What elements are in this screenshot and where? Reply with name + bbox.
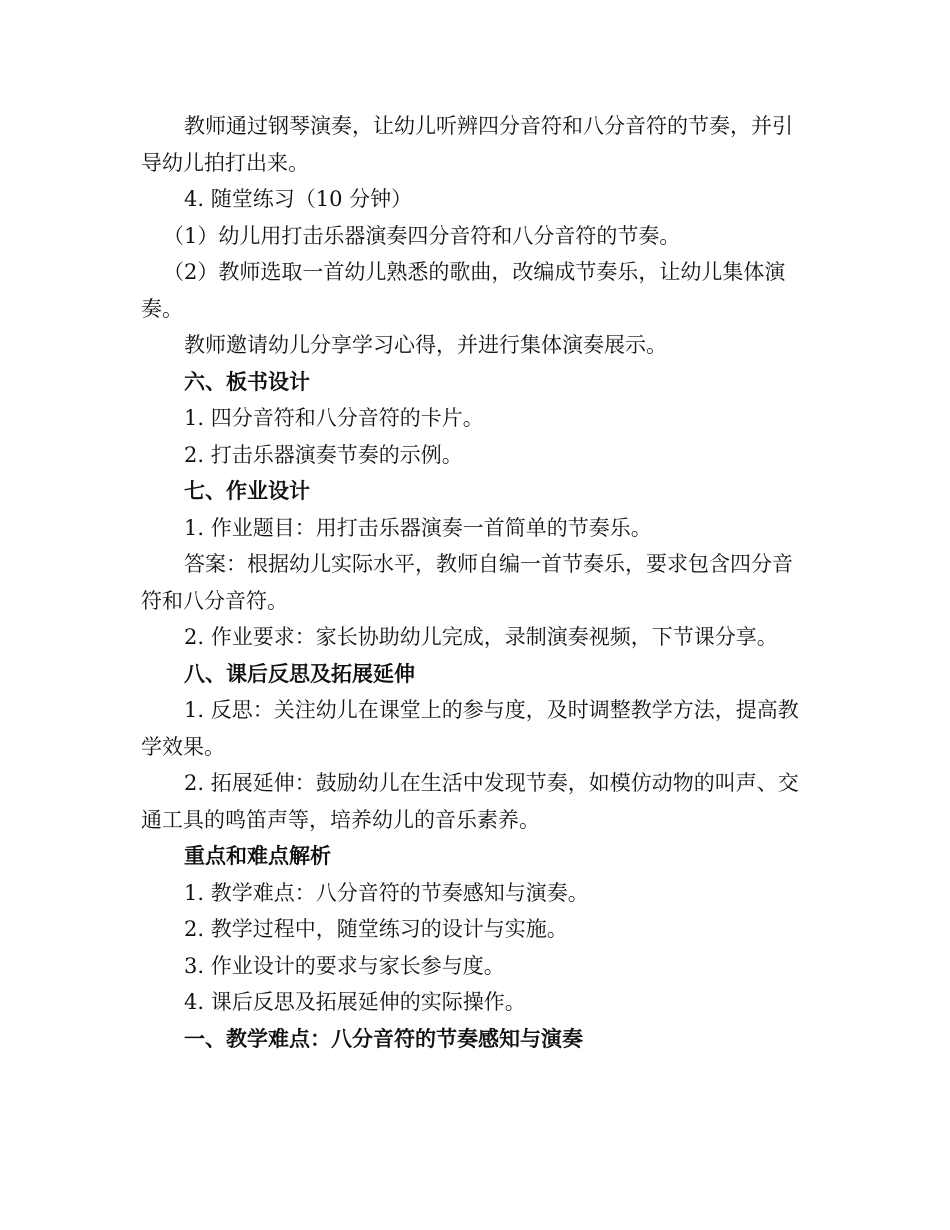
- heading-blackboard-design: 六、板书设计: [184, 368, 310, 394]
- heading-teaching-difficulty: 一、教学难点：八分音符的节奏感知与演奏: [184, 1025, 583, 1051]
- key-point-2: 2. 教学过程中，随堂练习的设计与实施。: [184, 917, 568, 941]
- reflection-item-1: 1. 反思：关注幼儿在课堂上的参与度，及时调整教学方法，提高教学效果。: [141, 698, 799, 759]
- step-practice: 4. 随堂练习（10 分钟）: [184, 187, 413, 211]
- practice-item-2: （2）教师选取一首幼儿熟悉的歌曲，改编成节奏乐，让幼儿集体演奏。: [141, 260, 786, 321]
- homework-item-2: 2. 作业要求：家长协助幼儿完成，录制演奏视频，下节课分享。: [184, 625, 778, 649]
- reflection-item-2: 2. 拓展延伸：鼓励幼儿在生活中发现节奏，如模仿动物的叫声、交通工具的鸣笛声等，培养幼儿的音乐素养。: [141, 771, 799, 832]
- blackboard-item-2: 2. 打击乐器演奏节奏的示例。: [184, 442, 463, 467]
- paragraph-sharing: 教师邀请幼儿分享学习心得，并进行集体演奏展示。: [184, 333, 667, 357]
- homework-answer: 答案：根据幼儿实际水平，教师自编一首节奏乐，要求包含四分音符和八分音符。: [141, 552, 793, 613]
- homework-item-1: 1. 作业题目：用打击乐器演奏一首简单的节奏乐。: [184, 515, 652, 540]
- blackboard-item-1: 1. 四分音符和八分音符的卡片。: [184, 406, 484, 430]
- heading-reflection: 八、课后反思及拓展延伸: [184, 660, 415, 686]
- paragraph-piano-demo: 教师通过钢琴演奏，让幼儿听辨四分音符和八分音符的节奏，并引导幼儿拍打出来。: [141, 114, 793, 175]
- heading-key-points: 重点和难点解析: [184, 843, 331, 868]
- key-point-4: 4. 课后反思及拓展延伸的实际操作。: [184, 990, 526, 1014]
- heading-homework-design: 七、作业设计: [184, 478, 310, 503]
- practice-item-1: （1）幼儿用打击乐器演奏四分音符和八分音符的节奏。: [163, 223, 681, 248]
- key-point-3: 3. 作业设计的要求与家长参与度。: [184, 953, 505, 978]
- document-body: [141, 108, 811, 1057]
- key-point-1: 1. 教学难点：八分音符的节奏感知与演奏。: [184, 880, 589, 905]
